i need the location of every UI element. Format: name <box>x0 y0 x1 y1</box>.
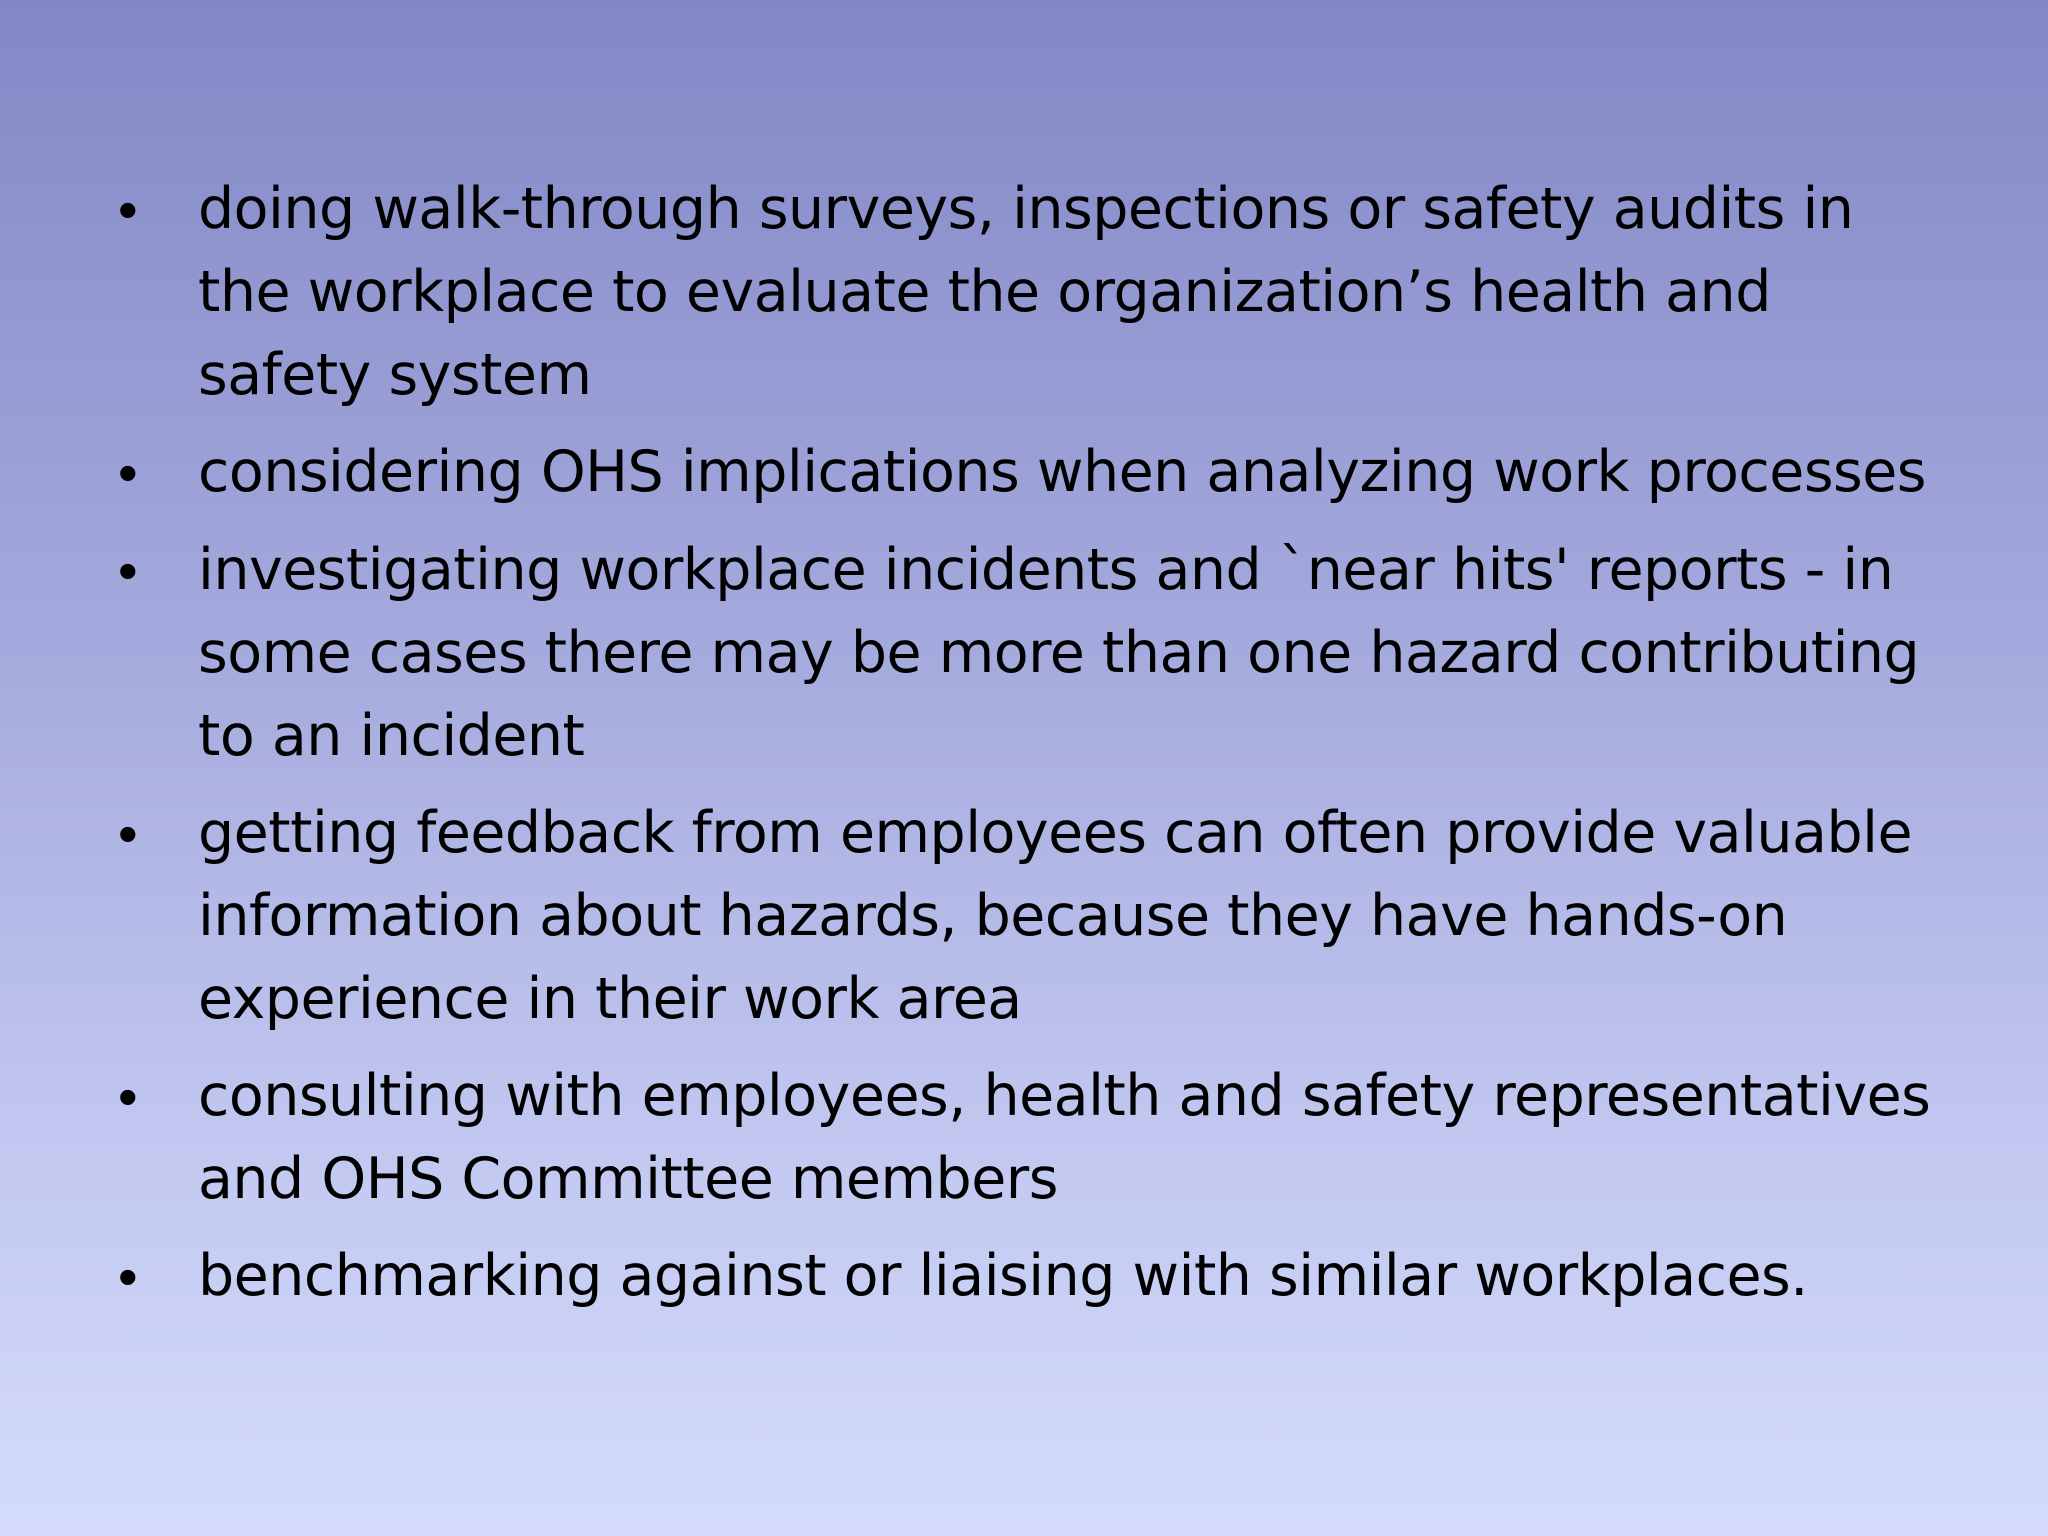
bullet-item-4 <box>118 792 1938 1041</box>
bullet-line: and OHS Committee members <box>198 1146 1058 1212</box>
bullet-text <box>198 792 1938 1041</box>
bullet-item-1 <box>118 168 1938 417</box>
bullet-text <box>198 529 1938 778</box>
bullet-icon: • <box>118 1065 138 1128</box>
bullet-text <box>198 1235 1938 1318</box>
bullet-line: some cases there may be more than one hazard contributing <box>198 620 1920 686</box>
bullet-item-2 <box>118 431 1938 515</box>
bullet-icon: • <box>118 1245 138 1308</box>
bullet-line: benchmarking against or liaising with similar workplaces. <box>198 1243 1808 1309</box>
bullet-line: consulting with employees, health and safety representatives <box>198 1063 1931 1129</box>
bullet-line: getting feedback from employees can often provide valuable <box>198 800 1913 866</box>
bullet-text <box>198 168 1938 417</box>
bullet-icon: • <box>118 802 138 865</box>
bullet-line: safety system <box>198 342 592 408</box>
bullet-list <box>118 168 1938 1333</box>
bullet-icon: • <box>118 539 138 602</box>
bullet-item-3 <box>118 529 1938 778</box>
bullet-line: to an incident <box>198 703 585 769</box>
bullet-icon: • <box>118 178 138 241</box>
bullet-line: investigating workplace incidents and `near hits' reports - in <box>198 537 1894 603</box>
bullet-line: the workplace to evaluate the organization’s health and <box>198 259 1771 325</box>
bullet-text <box>198 1055 1938 1221</box>
bullet-line: considering OHS implications when analyzing work processes <box>198 439 1926 505</box>
bullet-text <box>198 431 1938 514</box>
bullet-line: experience in their work area <box>198 966 1022 1032</box>
bullet-icon: • <box>118 441 138 504</box>
bullet-item-5 <box>118 1055 1938 1221</box>
bullet-line: doing walk-through surveys, inspections or safety audits in <box>198 176 1854 242</box>
bullet-line: information about hazards, because they have hands-on <box>198 883 1788 949</box>
bullet-item-6 <box>118 1235 1938 1319</box>
